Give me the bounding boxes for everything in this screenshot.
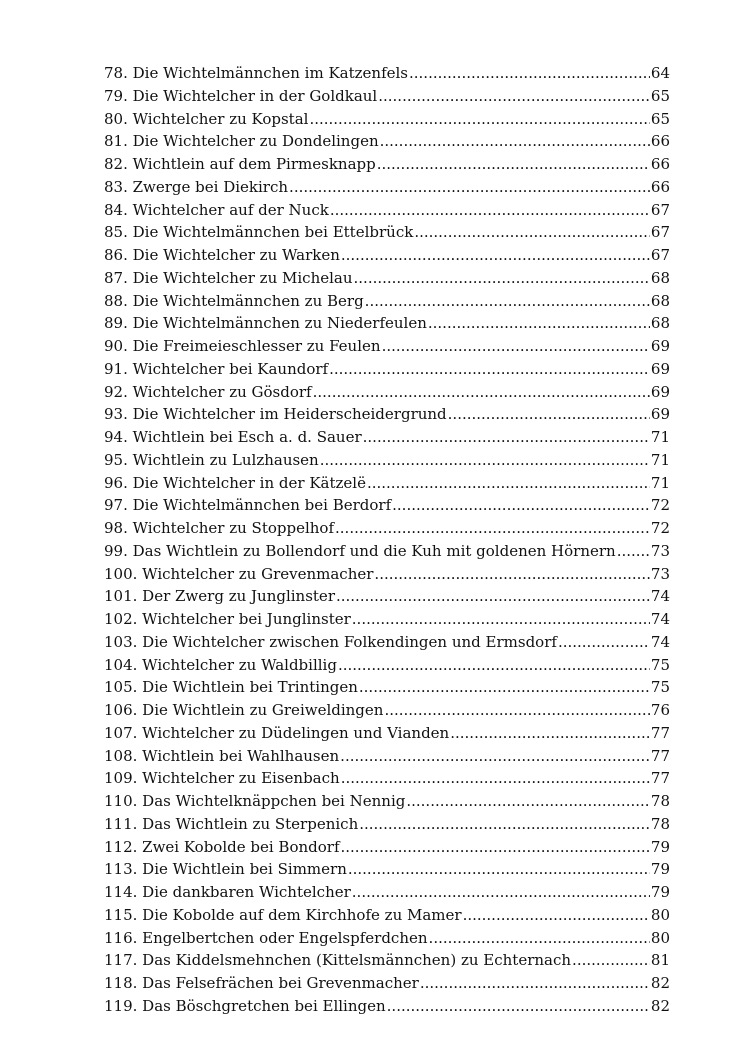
dot-leader — [340, 745, 650, 768]
toc-entry — [104, 358, 670, 381]
entry-page-number: 68 — [650, 268, 670, 287]
entry-page-number: 66 — [650, 155, 670, 173]
dot-leader — [309, 108, 649, 131]
entry-page-number: 80 — [650, 905, 670, 924]
entry-page-number: 75 — [650, 678, 670, 697]
entry-title: 113. Die Wichtlein bei Simmern — [104, 860, 347, 879]
toc-entry — [104, 858, 670, 881]
entry-title: 84. Wichtelcher auf der Nuck — [104, 200, 329, 219]
toc-entry — [104, 62, 670, 85]
entry-title: 100. Wichtelcher zu Grevenmacher — [104, 564, 374, 583]
entry-page-number: 69 — [650, 382, 670, 401]
toc-entry — [104, 949, 670, 972]
entry-page-number: 71 — [650, 428, 670, 446]
entry-page-number: 69 — [650, 337, 670, 355]
toc-entry — [104, 312, 670, 335]
toc-entry — [104, 995, 670, 1018]
entry-title: 110. Das Wichtelknäppchen bei Nennig — [104, 792, 406, 810]
entry-page-number: 71 — [650, 450, 670, 469]
dot-leader — [409, 62, 650, 85]
toc-entry — [104, 881, 670, 904]
dot-leader — [392, 494, 650, 517]
dot-leader — [367, 472, 650, 495]
entry-title: 111. Das Wichtlein zu Sterpenich — [104, 814, 359, 833]
entry-page-number: 65 — [650, 86, 670, 105]
toc-entry — [104, 494, 670, 517]
toc-entry — [104, 108, 670, 131]
dot-leader — [329, 358, 650, 381]
toc-entry — [104, 199, 670, 222]
dot-leader — [429, 927, 650, 950]
entry-title: 106. Die Wichtlein zu Greiweldingen — [104, 701, 384, 719]
entry-title: 96. Die Wichtelcher in der Kätzelë — [104, 473, 366, 492]
dot-leader — [341, 767, 650, 790]
dot-leader — [378, 85, 650, 108]
dot-leader — [406, 790, 650, 813]
entry-title: 118. Das Felsefrächen bei Grevenmacher — [104, 974, 419, 992]
entry-title: 109. Wichtelcher zu Eisenbach — [104, 769, 340, 788]
entry-title: 87. Die Wichtelcher zu Michelau — [104, 268, 353, 287]
toc-entry — [104, 836, 670, 859]
toc-entry — [104, 449, 670, 472]
entry-page-number: 69 — [650, 405, 670, 424]
toc-entry — [104, 426, 670, 449]
dot-leader — [380, 130, 650, 153]
entry-title: 83. Zwerge bei Diekirch — [104, 177, 289, 196]
toc-entry — [104, 290, 670, 313]
toc-entry — [104, 631, 670, 654]
entry-title: 94. Wichtlein bei Esch a. d. Sauer — [104, 428, 362, 446]
dot-leader — [338, 654, 650, 677]
entry-page-number: 69 — [650, 359, 670, 378]
entry-page-number: 67 — [650, 223, 670, 242]
toc-entry — [104, 608, 670, 631]
entry-title: 105. Die Wichtlein bei Trintingen — [104, 678, 358, 697]
entry-title: 107. Wichtelcher zu Düdelingen und Vianden — [104, 723, 450, 742]
entry-title: 99. Das Wichtlein zu Bollendorf und die Kuh mit goldenen Hörnern — [104, 541, 616, 560]
dot-leader — [330, 199, 650, 222]
dot-leader — [558, 631, 650, 654]
entry-title: 92. Wichtelcher zu Gösdorf — [104, 382, 312, 401]
entry-page-number: 76 — [650, 701, 670, 719]
toc-entry — [104, 244, 670, 267]
entry-title: 81. Die Wichtelcher zu Dondelingen — [104, 132, 379, 151]
toc-entry — [104, 972, 670, 995]
dot-leader — [377, 153, 650, 176]
dot-leader — [365, 290, 650, 313]
entry-page-number: 68 — [650, 291, 670, 310]
entry-title: 112. Zwei Kobolde bei Bondorf — [104, 837, 340, 856]
dot-leader — [572, 949, 650, 972]
toc-entry — [104, 176, 670, 199]
dot-leader — [289, 176, 650, 199]
entry-page-number: 77 — [650, 769, 670, 788]
entry-page-number: 71 — [650, 473, 670, 492]
toc-entry — [104, 153, 670, 176]
toc-entry — [104, 585, 670, 608]
toc-entry — [104, 813, 670, 836]
toc-entry — [104, 699, 670, 722]
entry-page-number: 74 — [650, 610, 670, 628]
toc-entry — [104, 745, 670, 768]
dot-leader — [354, 267, 650, 290]
dot-leader — [320, 449, 650, 472]
entry-page-number: 80 — [650, 928, 670, 947]
entry-page-number: 64 — [650, 64, 670, 82]
entry-page-number: 78 — [650, 814, 670, 833]
dot-leader — [336, 585, 650, 608]
dot-leader — [428, 312, 650, 335]
entry-page-number: 73 — [650, 564, 670, 583]
entry-title: 119. Das Böschgretchen bei Ellingen — [104, 996, 386, 1015]
entry-page-number: 82 — [650, 996, 670, 1015]
toc-entry — [104, 517, 670, 540]
entry-page-number: 79 — [650, 883, 670, 901]
dot-leader — [341, 244, 650, 267]
toc-entry — [104, 403, 670, 426]
entry-page-number: 73 — [650, 541, 670, 560]
entry-title: 79. Die Wichtelcher in der Goldkaul — [104, 86, 378, 105]
entry-page-number: 67 — [650, 200, 670, 219]
entry-page-number: 66 — [650, 177, 670, 196]
entry-title: 101. Der Zwerg zu Junglinster — [104, 587, 335, 606]
dot-leader — [463, 904, 650, 927]
toc-entry — [104, 563, 670, 586]
entry-page-number: 77 — [650, 746, 670, 765]
entry-title: 80. Wichtelcher zu Kopstal — [104, 109, 309, 128]
dot-leader — [374, 563, 649, 586]
toc-entry — [104, 767, 670, 790]
entry-page-number: 74 — [650, 587, 670, 606]
entry-page-number: 78 — [650, 792, 670, 810]
toc-entry — [104, 927, 670, 950]
entry-title: 86. Die Wichtelcher zu Warken — [104, 246, 340, 264]
toc-entry — [104, 722, 670, 745]
entry-title: 116. Engelbertchen oder Engelspferdchen — [104, 928, 428, 947]
dot-leader — [352, 881, 650, 904]
toc-entry — [104, 130, 670, 153]
dot-leader — [387, 995, 650, 1018]
dot-leader — [414, 221, 650, 244]
entry-page-number: 77 — [650, 723, 670, 742]
entry-page-number: 67 — [650, 246, 670, 264]
entry-page-number: 79 — [650, 837, 670, 856]
toc-entry — [104, 267, 670, 290]
toc-entry — [104, 85, 670, 108]
entry-title: 115. Die Kobolde auf dem Kirchhofe zu Mamer — [104, 905, 462, 924]
entry-page-number: 66 — [650, 132, 670, 151]
dot-leader — [384, 699, 649, 722]
entry-title: 93. Die Wichtelcher im Heiderscheidergrund — [104, 405, 447, 424]
entry-page-number: 81 — [650, 951, 670, 970]
entry-title: 85. Die Wichtelmännchen bei Ettelbrück — [104, 223, 414, 242]
dot-leader — [348, 858, 650, 881]
dot-leader — [448, 403, 650, 426]
entry-page-number: 74 — [650, 632, 670, 651]
dot-leader — [420, 972, 650, 995]
entry-title: 97. Die Wichtelmännchen bei Berdorf — [104, 496, 392, 515]
entry-title: 89. Die Wichtelmännchen zu Niederfeulen — [104, 314, 427, 333]
entry-title: 98. Wichtelcher zu Stoppelhof — [104, 519, 335, 537]
entry-page-number: 75 — [650, 655, 670, 674]
toc-entry — [104, 335, 670, 358]
dot-leader — [313, 381, 650, 404]
toc-entry — [104, 676, 670, 699]
dot-leader — [341, 836, 650, 859]
entry-title: 88. Die Wichtelmännchen zu Berg — [104, 291, 364, 310]
entry-title: 82. Wichtlein auf dem Pirmesknapp — [104, 155, 376, 173]
dot-leader — [359, 813, 650, 836]
toc-entry — [104, 381, 670, 404]
entry-title: 102. Wichtelcher bei Junglinster — [104, 610, 351, 628]
entry-page-number: 65 — [650, 109, 670, 128]
toc-entry — [104, 540, 670, 563]
dot-leader — [617, 540, 650, 563]
entry-page-number: 82 — [650, 974, 670, 992]
dot-leader — [335, 517, 650, 540]
entry-title: 104. Wichtelcher zu Waldbillig — [104, 655, 337, 674]
entry-title: 108. Wichtlein bei Wahlhausen — [104, 746, 340, 765]
toc-entry — [104, 221, 670, 244]
dot-leader — [359, 676, 650, 699]
dot-leader — [352, 608, 650, 631]
dot-leader — [363, 426, 650, 449]
entry-title: 90. Die Freimeieschlesser zu Feulen — [104, 337, 381, 355]
entry-page-number: 79 — [650, 860, 670, 879]
entry-title: 117. Das Kiddelsmehnchen (Kittelsmännchen) zu Echternach — [104, 951, 572, 970]
entry-title: 78. Die Wichtelmännchen im Katzenfels — [104, 64, 408, 82]
entry-title: 91. Wichtelcher bei Kaundorf — [104, 359, 329, 378]
toc-entry — [104, 904, 670, 927]
entry-title: 95. Wichtlein zu Lulzhausen — [104, 450, 319, 469]
entry-page-number: 72 — [650, 496, 670, 515]
dot-leader — [450, 722, 650, 745]
toc-entry — [104, 790, 670, 813]
table-of-contents — [104, 62, 670, 1018]
toc-entry — [104, 472, 670, 495]
entry-title: 103. Die Wichtelcher zwischen Folkendingen und Ermsdorf — [104, 632, 557, 651]
dot-leader — [382, 335, 650, 358]
entry-title: 114. Die dankbaren Wichtelcher — [104, 883, 351, 901]
toc-entry — [104, 654, 670, 677]
entry-page-number: 68 — [650, 314, 670, 333]
entry-page-number: 72 — [650, 519, 670, 537]
